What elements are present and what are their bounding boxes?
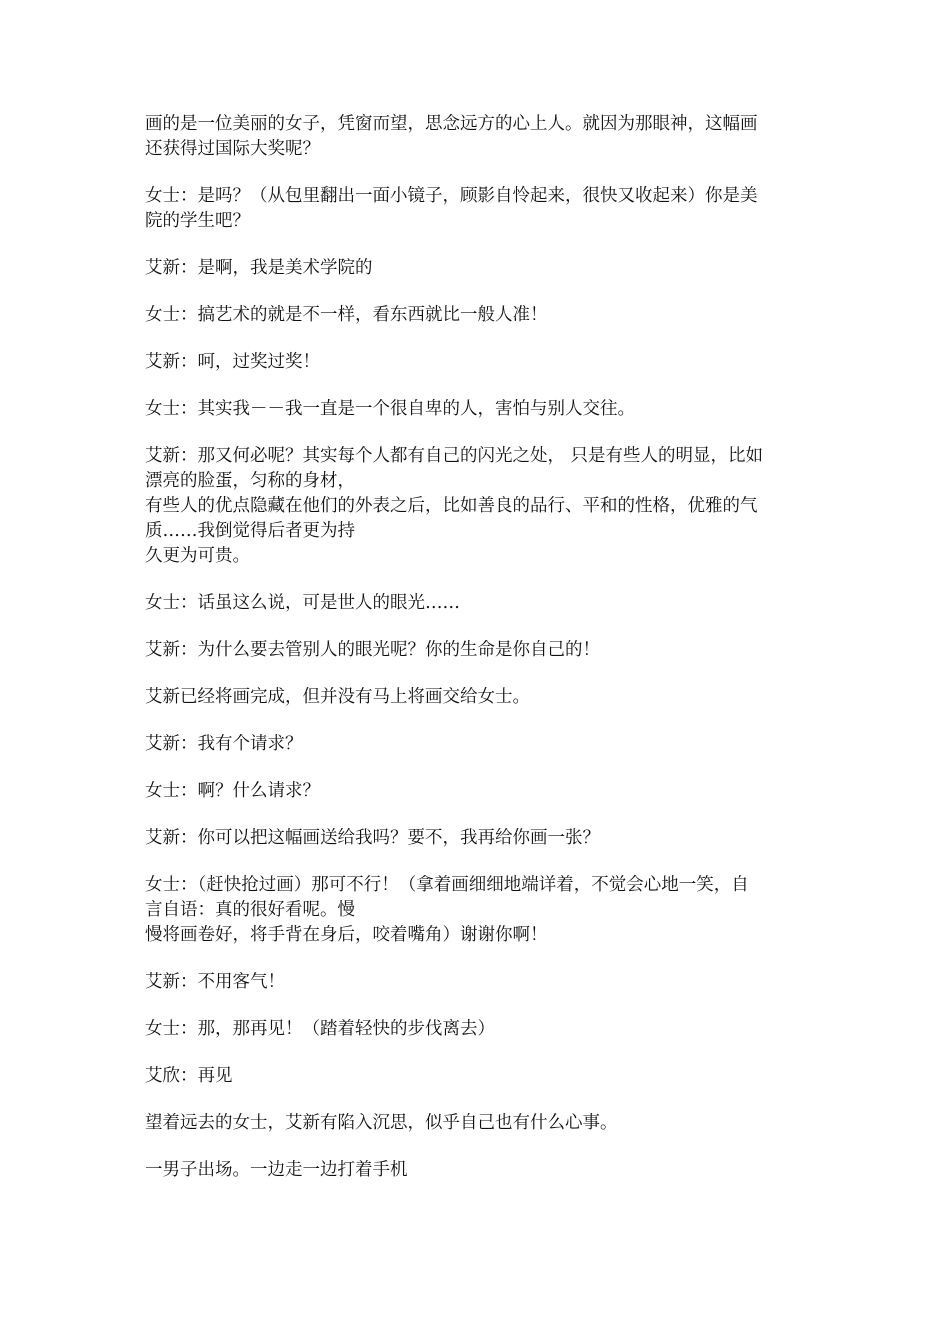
paragraph-line: 女士：搞艺术的就是不一样，看东西就比一般人准！ <box>145 305 548 325</box>
paragraph-line: 艾欣：再见 <box>145 1066 233 1086</box>
script-paragraph <box>145 1064 810 1089</box>
script-paragraph <box>145 397 810 422</box>
paragraph-line: 望着远去的女士，艾新有陷入沉思，似乎自己也有什么心事。 <box>145 1113 618 1133</box>
paragraph-line: 艾新已经将画完成，但并没有马上将画交给女士。 <box>145 687 530 707</box>
paragraph-line: 女士：话虽这么说，可是世人的眼光…… <box>145 593 460 613</box>
paragraph-line: 质……我倒觉得后者更为持 <box>145 521 355 541</box>
script-paragraph <box>145 112 810 162</box>
paragraph-line: 女士：啊？什么请求？ <box>145 781 320 801</box>
script-paragraph <box>145 1111 810 1136</box>
paragraph-line: 艾新：你可以把这幅画送给我吗？要不，我再给你画一张？ <box>145 828 600 848</box>
paragraph-line: 女士：是吗？（从包里翻出一面小镜子，顾影自怜起来，很快又收起来）你是美 <box>145 186 758 206</box>
script-paragraph <box>145 826 810 851</box>
paragraph-line: 艾新：那又何必呢？其实每个人都有自己的闪光之处， 只是有些人的明显，比如 <box>145 446 764 466</box>
script-paragraph <box>145 873 810 948</box>
paragraph-line: 艾新：是啊，我是美术学院的 <box>145 258 373 278</box>
paragraph-line: 画的是一位美丽的女子，凭窗而望，思念远方的心上人。就因为那眼神，这幅画 <box>145 114 758 134</box>
script-paragraph <box>145 591 810 616</box>
script-paragraph <box>145 1017 810 1042</box>
paragraph-line: 女士：其实我－－我一直是一个很自卑的人，害怕与别人交往。 <box>145 399 635 419</box>
paragraph-line: 艾新：不用客气！ <box>145 972 285 992</box>
paragraph-line: 女士：（赶快抢过画）那可不行！（拿着画细细地端详着，不觉会心地一笑，自 <box>145 875 749 895</box>
paragraph-line: 言自语：真的很好看呢。慢 <box>145 900 355 920</box>
script-paragraph <box>145 685 810 710</box>
script-paragraph <box>145 350 810 375</box>
paragraph-line: 慢将画卷好，将手背在身后，咬着嘴角）谢谢你啊！ <box>145 925 548 945</box>
paragraph-line: 一男子出场。一边走一边打着手机 <box>145 1160 408 1180</box>
script-paragraph <box>145 444 810 569</box>
script-paragraph <box>145 184 810 234</box>
paragraph-line: 艾新：为什么要去管别人的眼光呢？你的生命是你自己的！ <box>145 640 600 660</box>
paragraph-line: 艾新：呵，过奖过奖！ <box>145 352 320 372</box>
script-paragraph <box>145 638 810 663</box>
paragraph-line: 院的学生吧？ <box>145 211 250 231</box>
document-body <box>145 112 810 1205</box>
script-paragraph <box>145 779 810 804</box>
paragraph-line: 女士：那，那再见！（踏着轻快的步伐离去） <box>145 1019 495 1039</box>
paragraph-line: 漂亮的脸蛋，匀称的身材， <box>145 471 355 491</box>
paragraph-line: 久更为可贵。 <box>145 546 250 566</box>
paragraph-line: 艾新：我有个请求？ <box>145 734 303 754</box>
script-paragraph <box>145 732 810 757</box>
paragraph-line: 还获得过国际大奖呢？ <box>145 139 320 159</box>
script-paragraph <box>145 970 810 995</box>
script-paragraph <box>145 1158 810 1183</box>
script-paragraph <box>145 256 810 281</box>
paragraph-line: 有些人的优点隐藏在他们的外表之后，比如善良的品行、平和的性格，优雅的气 <box>145 496 758 516</box>
script-paragraph <box>145 303 810 328</box>
